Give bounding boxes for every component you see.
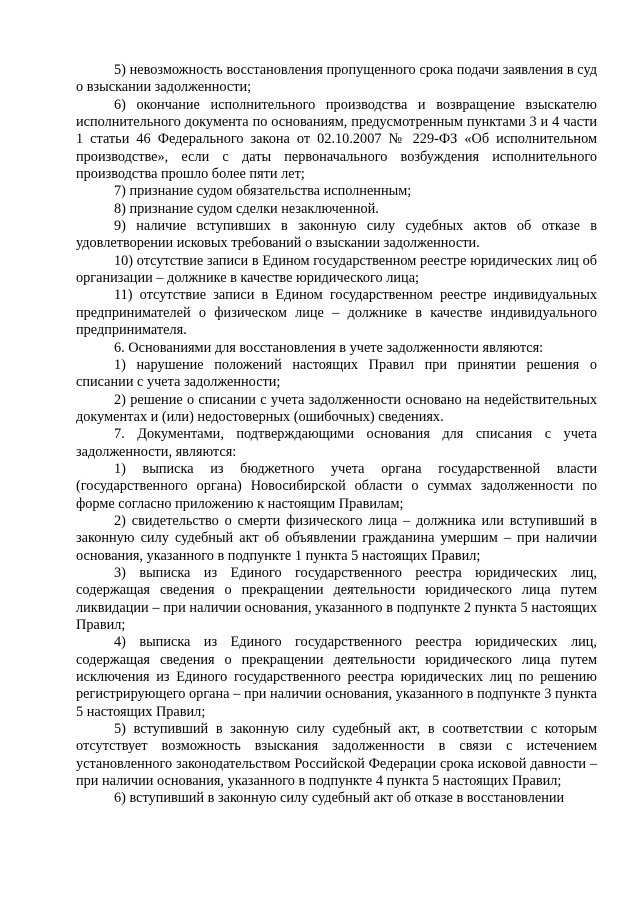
paragraph-item-5-subpoint-9: 9) наличие вступивших в законную силу судебных актов об отказе в удовлетворении исковых требований о взыскании задолженности. <box>76 218 597 252</box>
paragraph-section-6-heading: 6. Основаниями для восстановления в учете задолженности являются: <box>114 339 544 356</box>
paragraph-item-5-subpoint-8: 8) признание судом сделки незаключенной. <box>114 200 379 217</box>
paragraph-item-7-subpoint-3: 3) выписка из Единого государственного реестра юридических лиц, содержащая сведения о прекращении деятельности юридического лица путем ликвидации – при наличии основания, указанного в подпункте 2 пункта 5 настоящих Правил; <box>76 564 597 633</box>
paragraph-item-7-subpoint-2: 2) свидетельство о смерти физического лица – должника или вступивший в законную силу судебный акт об объявлении гражданина умершим – при наличии основания, указанного в подпункте 1 пункта 5 настоящих Правил; <box>76 512 597 564</box>
paragraph-item-6-subpoint-1: 1) нарушение положений настоящих Правил при принятии решения о списании с учета задолженности; <box>76 356 597 391</box>
paragraph-item-5-subpoint-7: 7) признание судом обязательства исполненным; <box>114 183 412 200</box>
paragraph-item-7-subpoint-4: 4) выписка из Единого государственного реестра юридических лиц, содержащая сведения о прекращении деятельности юридического лица путем исключения из Единого государственного реестра юридических лиц по решению регистрирующего органа – при наличии основания, указанного в подпункте 3 пункта 5 настоящих Правил; <box>76 634 597 720</box>
paragraph-item-5-subpoint-10: 10) отсутствие записи в Едином государственном реестре юридических лиц об организации – должнике в качестве юридического лица; <box>76 252 597 287</box>
document-body <box>76 62 597 808</box>
paragraph-item-5-subpoint-6: 6) окончание исполнительного производства и возвращение взыскателю исполнительного документа по основаниям, предусмотренным пунктами 3 и 4 части 1 статьи 46 Федерального закона от 02.10.2007 № 229-ФЗ «Об исполнительном производстве», если с даты первоначального возбуждения исполнительного производства прошло более пяти лет; <box>76 96 597 183</box>
paragraph-item-7-subpoint-5: 5) вступивший в законную силу судебный акт, в соответствии с которым отсутствует возможность взыскания задолженности в связи с истечением установленного законодательством Российской Федерации срока исковой давности – при наличии основания, указанного в подпункте 4 пункта 5 настоящих Правил; <box>76 721 597 790</box>
paragraph-item-6-subpoint-2: 2) решение о списании с учета задолженности основано на недействительных документах и (или) недостоверных (ошибочных) сведениях. <box>76 391 597 425</box>
paragraph-item-5-subpoint-5: 5) невозможность восстановления пропущенного срока подачи заявления в суд о взыскании задолженности; <box>76 62 597 96</box>
paragraph-section-7-heading: 7. Документами, подтверждающими основания для списания с учета задолженности, являются: <box>76 426 597 460</box>
paragraph-item-5-subpoint-11: 11) отсутствие записи в Едином государственном реестре индивидуальных предпринимателей о физическом лице – должнике в качестве индивидуального предпринимателя. <box>76 287 597 339</box>
paragraph-item-7-subpoint-6: 6) вступивший в законную силу судебный акт об отказе в восстановлении <box>114 790 565 807</box>
paragraph-item-7-subpoint-1: 1) выписка из бюджетного учета органа государственной власти (государственного органа) Новосибирской области о суммах задолженности по форме согласно приложению к настоящим Правилам; <box>76 460 597 512</box>
